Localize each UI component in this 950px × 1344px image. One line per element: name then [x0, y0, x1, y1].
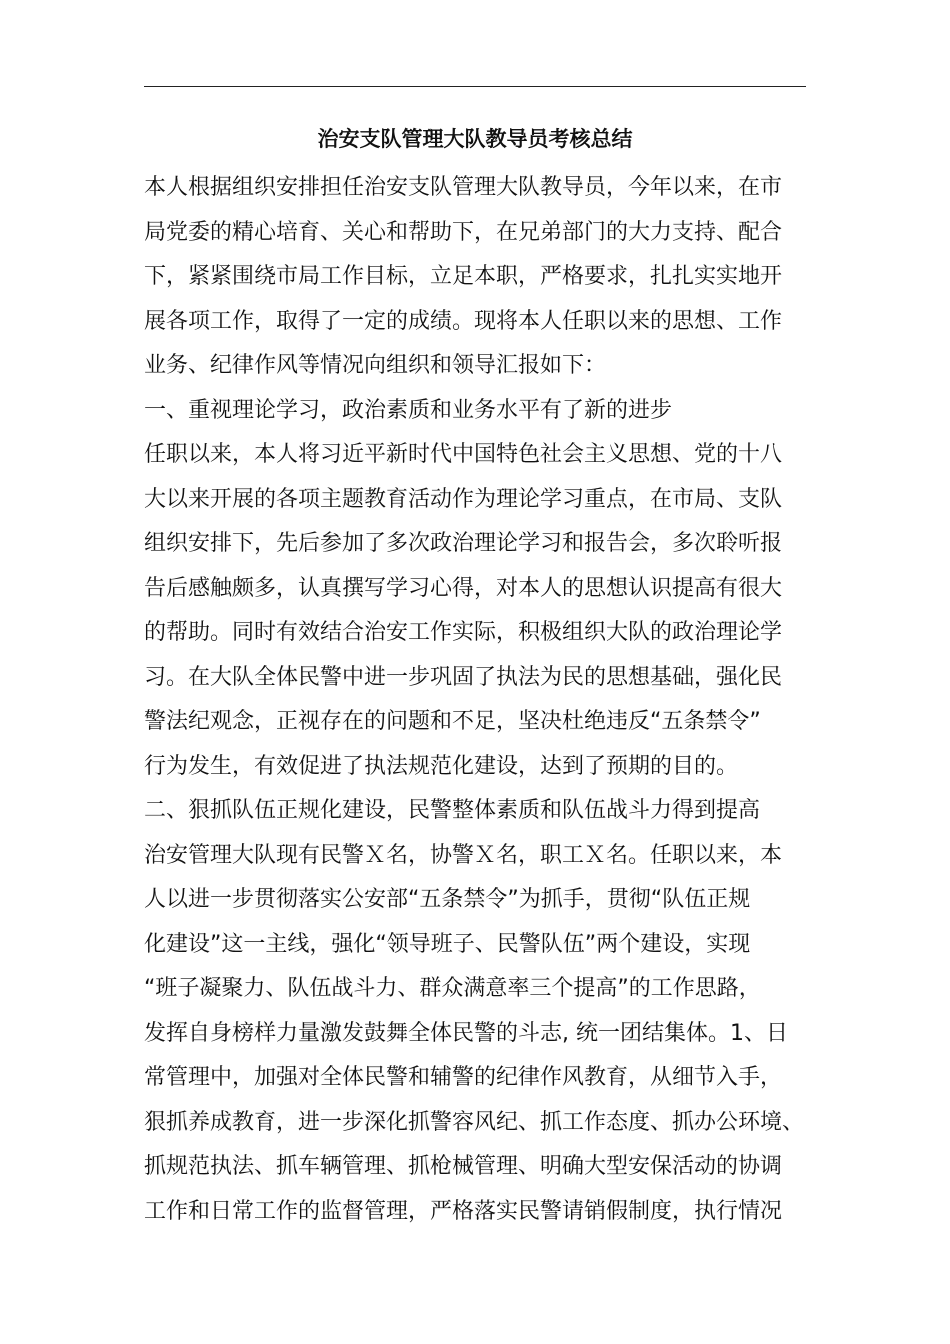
body-line: 业务、纪律作风等情况向组织和领导汇报如下： [144, 353, 607, 378]
body-line: 警法纪观念，正视存在的问题和不足，坚决杜绝违反“五条禁令” [144, 709, 761, 734]
body-line: “班子凝聚力、队伍战斗力、群众满意率三个提高”的工作思路， [144, 976, 761, 1001]
body-line: 任职以来，本人将习近平新时代中国特色社会主义思想、党的十八 [144, 442, 783, 467]
body-line: 下，紧紧围绕市局工作目标，立足本职，严格要求，扎扎实实地开 [144, 264, 783, 289]
body-line: 行为发生，有效促进了执法规范化建设，达到了预期的目的。 [144, 753, 739, 779]
section-heading-2: 二、狠抓队伍正规化建设，民警整体素质和队伍战斗力得到提高 [144, 798, 761, 823]
body-line: 人以进一步贯彻落实公安部“五条禁令”为抓手，贯彻“队伍正规 [144, 887, 751, 912]
body-line: 工作和日常工作的监督管理，严格落实民警请销假制度，执行情况 [144, 1198, 783, 1224]
body-line: 大以来开展的各项主题教育活动作为理论学习重点，在市局、支队 [144, 486, 783, 512]
document-title: 治安支队管理大队教导员考核总结 [317, 127, 633, 151]
body-line: 的帮助。同时有效结合治安工作实际，积极组织大队的政治理论学 [144, 620, 783, 645]
section-heading-1: 一、重视理论学习，政治素质和业务水平有了新的进步 [144, 397, 673, 423]
body-line: 习。在大队全体民警中进一步巩固了执法为民的思想基础，强化民 [144, 664, 783, 690]
document-body [144, 166, 844, 1234]
body-line: 常管理中，加强对全体民警和辅警的纪律作风教育，从细节入手， [144, 1065, 783, 1090]
body-line: 发挥自身榜样力量激发鼓舞全体民警的斗志, 统一团结集体。1、日 [144, 1020, 788, 1046]
body-line: 狠抓养成教育，进一步深化抓警容风纪、抓工作态度、抓办公环境、 [144, 1109, 805, 1135]
header-rule [144, 86, 806, 87]
body-line: 本人根据组织安排担任治安支队管理大队教导员，今年以来，在市 [144, 175, 783, 200]
body-line: 组织安排下，先后参加了多次政治理论学习和报告会，多次聆听报 [144, 531, 783, 556]
body-line: 化建设”这一主线，强化“领导班子、民警队伍”两个建设，实现 [144, 931, 751, 957]
body-line: 展各项工作，取得了一定的成绩。现将本人任职以来的思想、工作 [144, 308, 783, 334]
body-line: 告后感触颇多，认真撰写学习心得，对本人的思想认识提高有很大 [144, 575, 783, 601]
body-line: 抓规范执法、抓车辆管理、抓枪械管理、明确大型安保活动的协调 [144, 1154, 783, 1179]
body-line: 局党委的精心培育、关心和帮助下，在兄弟部门的大力支持、配合 [144, 219, 783, 245]
body-line: 治安管理大队现有民警Ｘ名，协警Ｘ名，职工Ｘ名。任职以来，本 [144, 842, 783, 868]
